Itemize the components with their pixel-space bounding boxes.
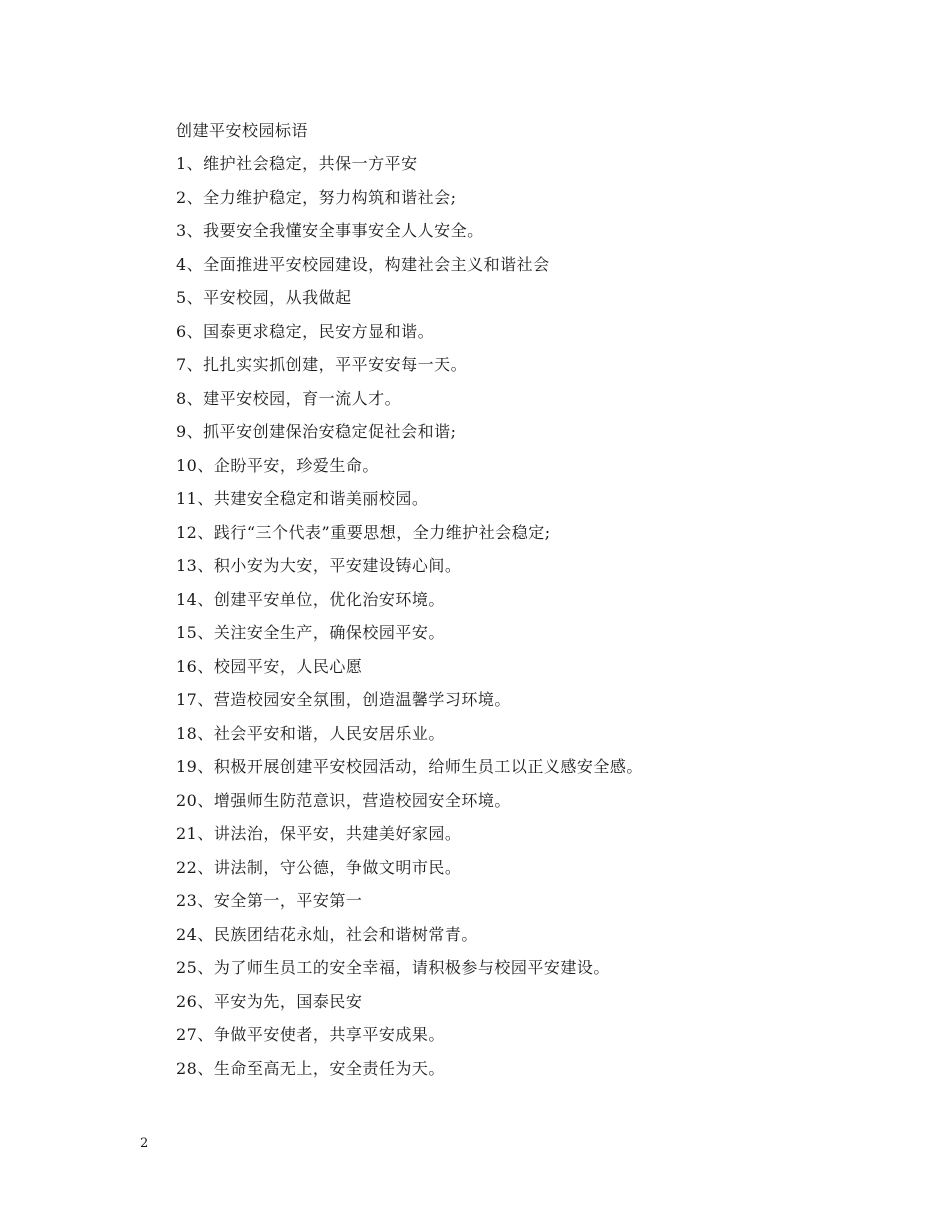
slogan-item: 15、关注安全生产，确保校园平安。 xyxy=(176,623,445,642)
slogan-item: 25、为了师生员工的安全幸福，请积极参与校园平安建设。 xyxy=(176,958,610,977)
slogan-item: 9、抓平安创建保治安稳定促社会和谐; xyxy=(176,422,457,441)
slogan-item: 26、平安为先，国泰民安 xyxy=(176,991,363,1011)
slogan-item: 14、创建平安单位，优化治安环境。 xyxy=(176,589,445,609)
document-title: 创建平安校园标语 xyxy=(176,121,309,140)
slogan-item: 4、全面推进平安校园建设，构建社会主义和谐社会 xyxy=(176,254,550,274)
slogan-item: 23、安全第一，平安第一 xyxy=(176,891,363,910)
slogan-item: 2、全力维护稳定，努力构筑和谐社会; xyxy=(176,187,457,207)
slogan-item: 13、积小安为大安，平安建设铸心间。 xyxy=(176,556,462,575)
slogan-item: 21、讲法治，保平安，共建美好家园。 xyxy=(176,824,462,843)
slogan-item: 3、我要安全我懂安全事事安全人人安全。 xyxy=(176,221,484,240)
slogan-item: 8、建平安校园，育一流人才。 xyxy=(176,388,402,408)
slogan-item: 28、生命至高无上，安全责任为天。 xyxy=(176,1058,445,1078)
slogan-item: 24、民族团结花永灿，社会和谐树常青。 xyxy=(176,924,478,944)
slogan-item: 22、讲法制，守公德，争做文明市民。 xyxy=(176,857,462,877)
page-number: 2 xyxy=(140,1136,149,1151)
slogan-item: 10、企盼平安，珍爱生命。 xyxy=(176,455,379,475)
slogan-item: 18、社会平安和谐，人民安居乐业。 xyxy=(176,723,445,743)
slogan-item: 6、国泰更求稳定，民安方显和谐。 xyxy=(176,321,435,341)
slogan-item: 7、扎扎实实抓创建，平平安安每一天。 xyxy=(176,355,468,374)
slogan-item: 5、平安校园，从我做起 xyxy=(176,288,352,307)
slogan-item: 27、争做平安使者，共享平安成果。 xyxy=(176,1025,445,1044)
slogan-item: 12、践行“三个代表”重要思想，全力维护社会稳定; xyxy=(176,522,551,542)
slogan-item: 11、共建安全稳定和谐美丽校园。 xyxy=(176,489,429,508)
slogan-item: 19、积极开展创建平安校园活动，给师生员工以正义感安全感。 xyxy=(176,757,643,776)
slogan-item: 20、增强师生防范意识，营造校园安全环境。 xyxy=(176,790,511,810)
slogan-item: 16、校园平安，人民心愿 xyxy=(176,656,363,676)
slogan-list xyxy=(176,153,643,1091)
slogan-item: 1、维护社会稳定，共保一方平安 xyxy=(176,154,418,173)
slogan-item: 17、营造校园安全氛围，创造温馨学习环境。 xyxy=(176,690,511,709)
